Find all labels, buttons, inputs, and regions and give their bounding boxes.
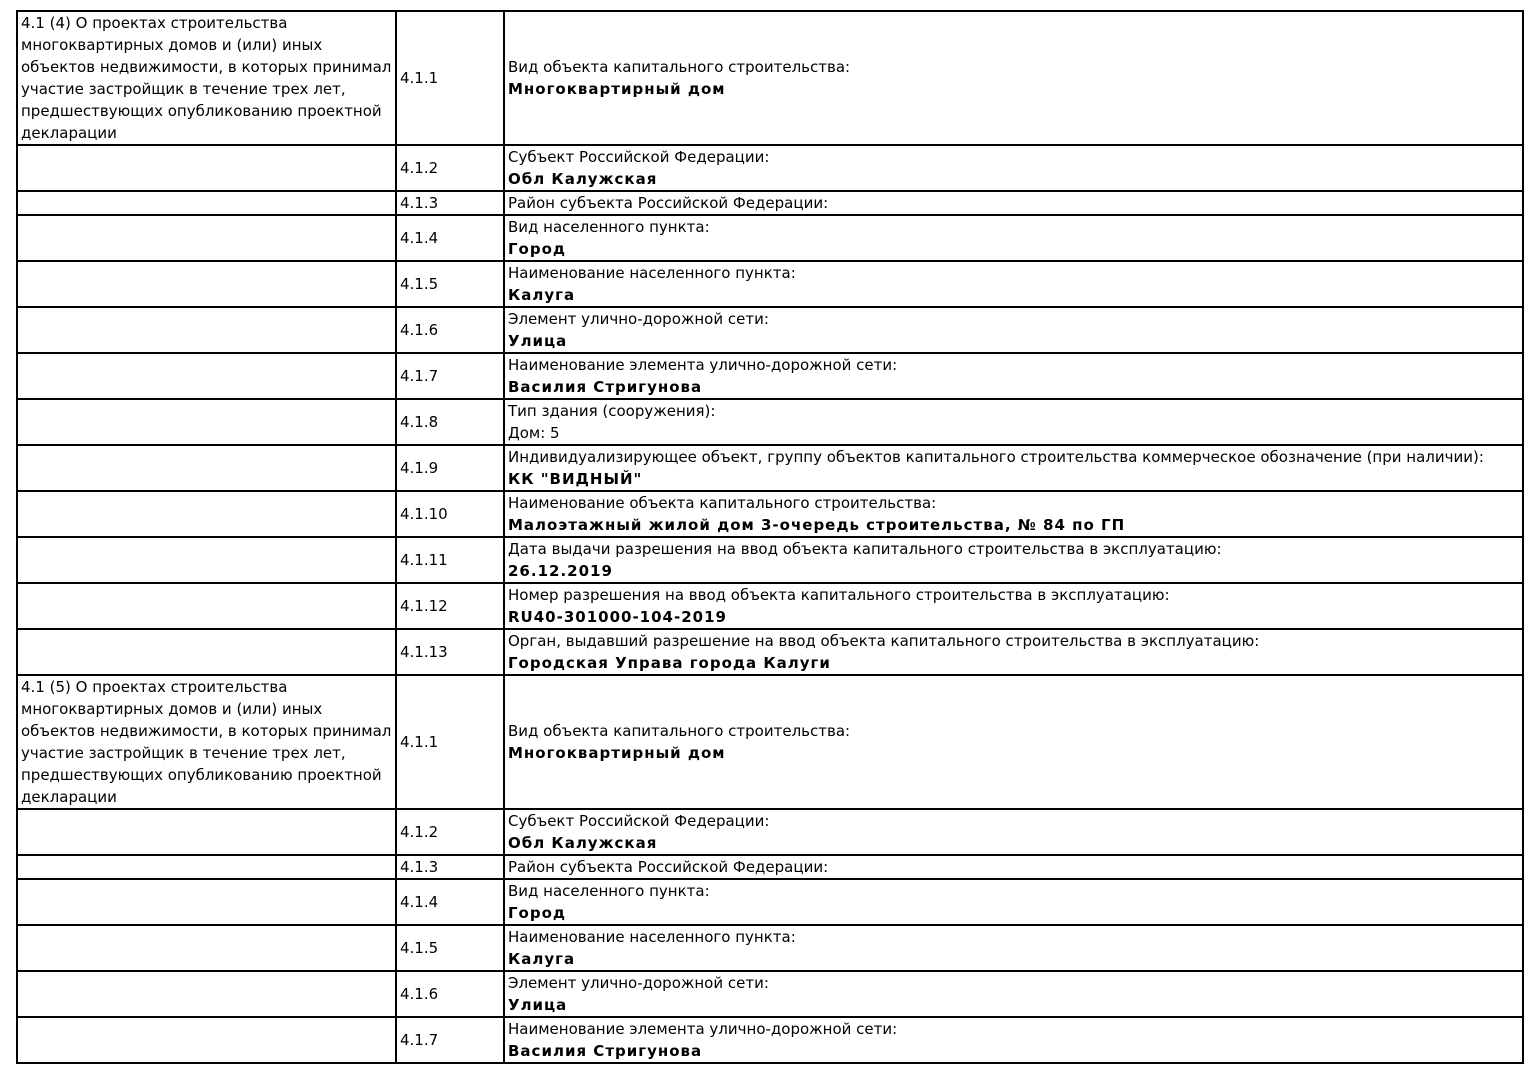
row-content-cell bbox=[504, 191, 1523, 215]
row-number-cell bbox=[396, 537, 504, 583]
row-number: 4.1.5 bbox=[400, 939, 439, 957]
field-label: Наименование элемента улично-дорожной сети: bbox=[508, 1020, 898, 1038]
field-value: Василия Стригунова bbox=[508, 1042, 703, 1060]
table-row bbox=[17, 307, 1523, 353]
field-value: Улица bbox=[508, 332, 568, 350]
section-description-cell bbox=[17, 879, 396, 925]
row-number-cell bbox=[396, 971, 504, 1017]
row-content-cell bbox=[504, 537, 1523, 583]
field-label: Наименование населенного пункта: bbox=[508, 928, 796, 946]
row-content-cell bbox=[504, 629, 1523, 675]
row-number: 4.1.7 bbox=[400, 1031, 439, 1049]
row-content-cell bbox=[504, 1017, 1523, 1063]
table-row bbox=[17, 971, 1523, 1017]
field-label: Индивидуализирующее объект, группу объектов капитального строительства коммерческое обозначение (при наличии): bbox=[508, 448, 1484, 466]
field-label: Элемент улично-дорожной сети: bbox=[508, 974, 769, 992]
field-label: Тип здания (сооружения): bbox=[508, 402, 716, 420]
field-label: Район субъекта Российской Федерации: bbox=[508, 194, 829, 212]
section-description-cell bbox=[17, 145, 396, 191]
section-description-cell bbox=[17, 445, 396, 491]
field-value: Город bbox=[508, 904, 567, 922]
row-number-cell bbox=[396, 1017, 504, 1063]
table-row bbox=[17, 215, 1523, 261]
field-label: Дата выдачи разрешения на ввод объекта капитального строительства в эксплуатацию: bbox=[508, 540, 1222, 558]
row-content-cell bbox=[504, 261, 1523, 307]
row-number-cell bbox=[396, 629, 504, 675]
row-number-cell bbox=[396, 809, 504, 855]
row-content-cell bbox=[504, 491, 1523, 537]
field-label: Вид объекта капитального строительства: bbox=[508, 722, 851, 740]
row-content-cell bbox=[504, 971, 1523, 1017]
section-description-cell bbox=[17, 215, 396, 261]
row-content-cell bbox=[504, 215, 1523, 261]
row-number-cell bbox=[396, 261, 504, 307]
field-value: Город bbox=[508, 240, 567, 258]
row-content-cell bbox=[504, 145, 1523, 191]
field-value: Обл Калужская bbox=[508, 170, 658, 188]
section-description: 4.1 (5) О проектах строительства многоквартирных домов и (или) иных объектов недвижимости, в которых принимал участие застройщик в течение трех лет, предшествующих опубликованию проектной декларации bbox=[21, 678, 392, 806]
field-value: Городская Управа города Калуги bbox=[508, 654, 831, 672]
section-description-cell bbox=[17, 629, 396, 675]
row-number: 4.1.9 bbox=[400, 459, 439, 477]
table-row bbox=[17, 809, 1523, 855]
section-description-cell bbox=[17, 971, 396, 1017]
table-row bbox=[17, 675, 1523, 809]
field-value: Улица bbox=[508, 996, 568, 1014]
field-label: Субъект Российской Федерации: bbox=[508, 812, 770, 830]
field-value: RU40-301000-104-2019 bbox=[508, 608, 727, 626]
section-description-cell bbox=[17, 583, 396, 629]
section-description-cell bbox=[17, 399, 396, 445]
row-number-cell bbox=[396, 675, 504, 809]
row-number-cell bbox=[396, 191, 504, 215]
field-label: Наименование объекта капитального строительства: bbox=[508, 494, 937, 512]
section-description-cell bbox=[17, 855, 396, 879]
row-content-cell bbox=[504, 583, 1523, 629]
field-value: Калуга bbox=[508, 950, 576, 968]
row-number: 4.1.5 bbox=[400, 275, 439, 293]
row-number-cell bbox=[396, 145, 504, 191]
field-value: Калуга bbox=[508, 286, 576, 304]
row-number: 4.1.6 bbox=[400, 321, 439, 339]
row-content-cell bbox=[504, 445, 1523, 491]
table-row bbox=[17, 879, 1523, 925]
table-row bbox=[17, 145, 1523, 191]
row-number: 4.1.3 bbox=[400, 858, 439, 876]
row-number: 4.1.4 bbox=[400, 893, 439, 911]
table-row bbox=[17, 399, 1523, 445]
section-description-cell bbox=[17, 1017, 396, 1063]
row-number: 4.1.10 bbox=[400, 505, 448, 523]
row-content-cell bbox=[504, 855, 1523, 879]
row-number: 4.1.8 bbox=[400, 413, 439, 431]
row-number: 4.1.4 bbox=[400, 229, 439, 247]
section-description-cell bbox=[17, 491, 396, 537]
field-label: Наименование населенного пункта: bbox=[508, 264, 796, 282]
row-content-cell bbox=[504, 307, 1523, 353]
row-number-cell bbox=[396, 925, 504, 971]
row-content-cell bbox=[504, 675, 1523, 809]
table-row bbox=[17, 925, 1523, 971]
table-row bbox=[17, 445, 1523, 491]
row-number-cell bbox=[396, 307, 504, 353]
field-value: КК "ВИДНЫЙ" bbox=[508, 470, 643, 488]
table-row bbox=[17, 11, 1523, 145]
row-number-cell bbox=[396, 445, 504, 491]
field-label: Вид объекта капитального строительства: bbox=[508, 58, 851, 76]
row-number: 4.1.13 bbox=[400, 643, 448, 661]
row-content-cell bbox=[504, 11, 1523, 145]
field-label: Вид населенного пункта: bbox=[508, 882, 710, 900]
field-value: 26.12.2019 bbox=[508, 562, 613, 580]
declaration-table-body bbox=[17, 11, 1523, 1063]
field-label: Орган, выдавший разрешение на ввод объекта капитального строительства в эксплуатацию: bbox=[508, 632, 1260, 650]
field-label: Элемент улично-дорожной сети: bbox=[508, 310, 769, 328]
row-number: 4.1.7 bbox=[400, 367, 439, 385]
section-description-cell bbox=[17, 809, 396, 855]
section-description-cell bbox=[17, 261, 396, 307]
row-number-cell bbox=[396, 879, 504, 925]
section-description-cell bbox=[17, 353, 396, 399]
row-number: 4.1.12 bbox=[400, 597, 448, 615]
row-number-cell bbox=[396, 855, 504, 879]
row-content-cell bbox=[504, 809, 1523, 855]
table-row bbox=[17, 583, 1523, 629]
row-number-cell bbox=[396, 11, 504, 145]
field-label: Вид населенного пункта: bbox=[508, 218, 710, 236]
row-number-cell bbox=[396, 583, 504, 629]
section-description-cell bbox=[17, 925, 396, 971]
section-description-cell bbox=[17, 307, 396, 353]
field-value: Многоквартирный дом bbox=[508, 80, 726, 98]
row-number-cell bbox=[396, 353, 504, 399]
field-label: Наименование элемента улично-дорожной сети: bbox=[508, 356, 898, 374]
row-number-cell bbox=[396, 399, 504, 445]
table-row bbox=[17, 1017, 1523, 1063]
row-number-cell bbox=[396, 215, 504, 261]
table-row bbox=[17, 537, 1523, 583]
field-value: Василия Стригунова bbox=[508, 378, 703, 396]
field-label: Район субъекта Российской Федерации: bbox=[508, 858, 829, 876]
section-description-cell bbox=[17, 675, 396, 809]
field-value: Малоэтажный жилой дом 3-очередь строительства, № 84 по ГП bbox=[508, 516, 1126, 534]
field-label: Номер разрешения на ввод объекта капитального строительства в эксплуатацию: bbox=[508, 586, 1170, 604]
table-row bbox=[17, 261, 1523, 307]
field-value: Дом: 5 bbox=[508, 424, 560, 442]
section-description-cell bbox=[17, 537, 396, 583]
row-number: 4.1.2 bbox=[400, 159, 439, 177]
table-row bbox=[17, 855, 1523, 879]
field-label: Субъект Российской Федерации: bbox=[508, 148, 770, 166]
row-content-cell bbox=[504, 353, 1523, 399]
section-description: 4.1 (4) О проектах строительства многоквартирных домов и (или) иных объектов недвижимости, в которых принимал участие застройщик в течение трех лет, предшествующих опубликованию проектной декларации bbox=[21, 14, 392, 142]
row-number: 4.1.2 bbox=[400, 823, 439, 841]
field-value: Обл Калужская bbox=[508, 834, 658, 852]
row-content-cell bbox=[504, 925, 1523, 971]
section-description-cell bbox=[17, 11, 396, 145]
row-number: 4.1.6 bbox=[400, 985, 439, 1003]
table-row bbox=[17, 353, 1523, 399]
field-value: Многоквартирный дом bbox=[508, 744, 726, 762]
row-number: 4.1.1 bbox=[400, 69, 439, 87]
row-number-cell bbox=[396, 491, 504, 537]
row-number: 4.1.1 bbox=[400, 733, 439, 751]
table-row bbox=[17, 629, 1523, 675]
declaration-table bbox=[16, 10, 1524, 1064]
row-number: 4.1.3 bbox=[400, 194, 439, 212]
table-row bbox=[17, 491, 1523, 537]
row-number: 4.1.11 bbox=[400, 551, 448, 569]
section-description-cell bbox=[17, 191, 396, 215]
row-content-cell bbox=[504, 399, 1523, 445]
row-content-cell bbox=[504, 879, 1523, 925]
table-row bbox=[17, 191, 1523, 215]
